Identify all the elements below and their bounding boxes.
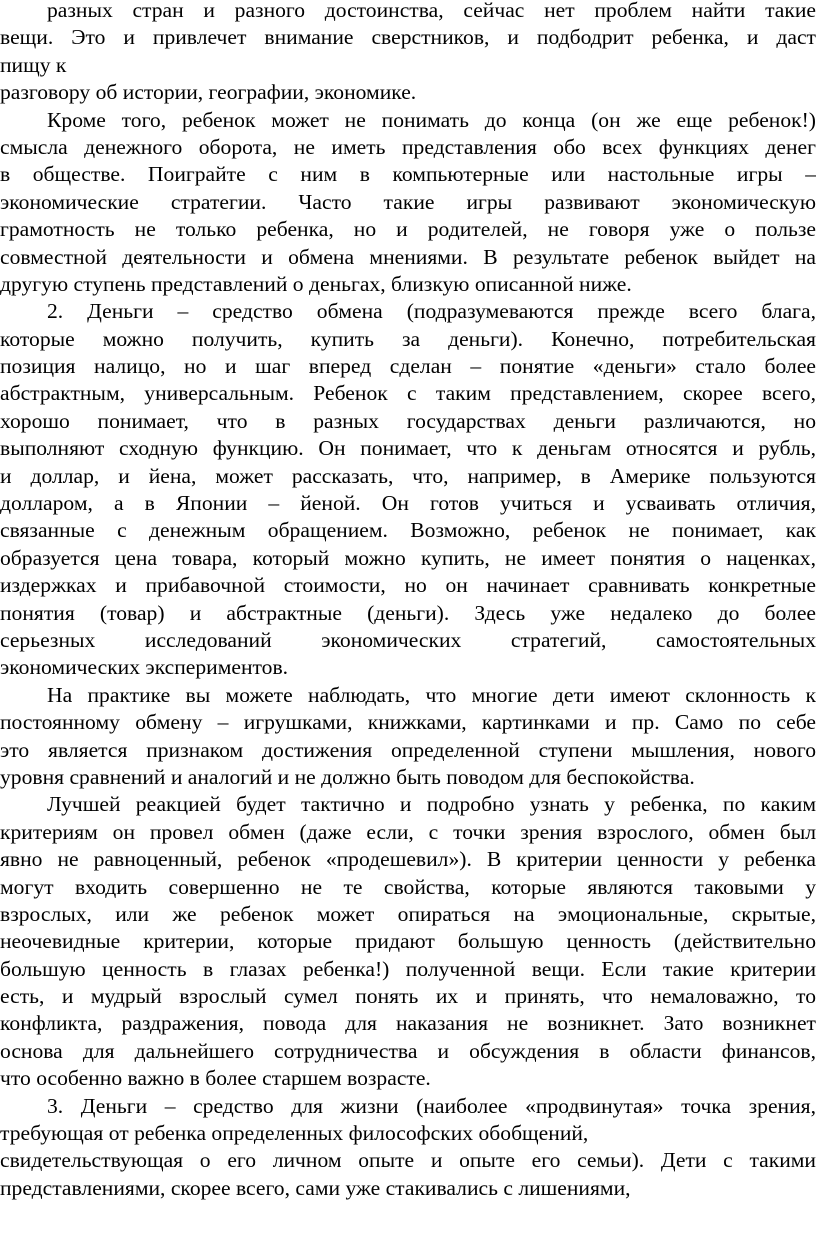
text-line: в обществе. Поиграйте с ним в компьютерные или настольные игры –: [0, 162, 816, 187]
text-line: грамотность не только ребенка, но и родителей, не говоря уже о пользе: [0, 217, 816, 242]
text-line: позиция налицо, но и шаг вперед сделан – понятие «деньги» стало более: [0, 354, 816, 379]
text-line: это является признаком достижения определенной ступени мышления, нового: [0, 737, 816, 762]
text-line: экономических экспериментов.: [0, 655, 289, 680]
text-line: вещи. Это и привлечет внимание сверстников, и подбодрит ребенка, и даст: [0, 25, 816, 50]
text-line: разных стран и разного достоинства, сейчас нет проблем найти такие: [47, 0, 816, 22]
text-line: издержках и прибавочной стоимости, но он начинает сравнивать конкретные: [0, 573, 816, 598]
text-line: 2. Деньги – средство обмена (подразумеваются прежде всего блага,: [47, 299, 816, 324]
text-line: требующая от ребенка определенных философских обобщений,: [0, 1121, 589, 1146]
text-line: критериям он провел обмен (даже если, с точки зрения взрослого, обмен был: [0, 819, 816, 844]
text-line: свидетельствующая о его личном опыте и опыте его семьи). Дети с такими: [0, 1148, 816, 1173]
text-line: Лучшей реакцией будет тактично и подробно узнать у ребенка, по каким: [47, 792, 816, 817]
text-line: постоянному обмену – игрушками, книжками, картинками и пр. Само по себе: [0, 710, 816, 735]
text-line: образуется цена товара, который можно купить, не имеет понятия о наценках,: [0, 545, 816, 570]
text-line: есть, и мудрый взрослый сумел понять их и принять, что немаловажно, то: [0, 984, 816, 1009]
text-line: серьезных исследований экономических стратегий, самостоятельных: [0, 627, 816, 652]
text-line: пищу к: [0, 52, 67, 77]
text-line: уровня сравнений и аналогий и не должно быть поводом для беспокойства.: [0, 764, 695, 789]
text-line: другую ступень представлений о деньгах, близкую описанной ниже.: [0, 271, 632, 296]
text-line: разговору об истории, географии, экономике.: [0, 80, 417, 105]
text-line: 3. Деньги – средство для жизни (наиболее «продвинутая» точка зрения,: [47, 1093, 816, 1118]
text-line: понятия (товар) и абстрактные (деньги). Здесь уже недалеко до более: [0, 600, 816, 625]
text-line: связанные с денежным обращением. Возможно, ребенок не понимает, как: [0, 518, 816, 543]
text-line: явно не равноценный, ребенок «продешевил»). В критерии ценности у ребенка: [0, 847, 816, 872]
text-line: долларом, а в Японии – йеной. Он готов учиться и усваивать отличия,: [0, 491, 816, 516]
text-line: основа для дальнейшего сотрудничества и обсуждения в области финансов,: [0, 1038, 816, 1063]
text-line: смысла денежного оборота, не иметь представления обо всех функциях денег: [0, 134, 816, 159]
text-line: взрослых, или же ребенок может опираться на эмоциональные, скрытые,: [0, 901, 816, 926]
text-line: могут входить совершенно не те свойства, которые являются таковыми у: [0, 874, 816, 899]
text-line: Кроме того, ребенок может не понимать до конца (он же еще ребенок!): [47, 107, 816, 132]
text-line: выполняют сходную функцию. Он понимает, что к деньгам относятся и рубль,: [0, 436, 816, 461]
text-line: представлениями, скорее всего, сами уже стакивались с лишениями,: [0, 1175, 631, 1200]
text-line: совместной деятельности и обмена мнениями. В результате ребенок выйдет на: [0, 244, 816, 269]
text-line: экономические стратегии. Часто такие игры развивают экономическую: [0, 189, 816, 214]
text-line: большую ценность в глазах ребенка!) полученной вещи. Если такие критерии: [0, 956, 816, 981]
text-line: что особенно важно в более старшем возрасте.: [0, 1066, 431, 1091]
text-line: абстрактным, универсальным. Ребенок с таким представлением, скорее всего,: [0, 381, 816, 406]
text-line: хорошо понимает, что в разных государствах деньги различаются, но: [0, 408, 816, 433]
text-line: неочевидные критерии, которые придают большую ценность (действительно: [0, 929, 816, 954]
text-line: которые можно получить, купить за деньги). Конечно, потребительская: [0, 326, 816, 351]
text-line: конфликта, раздражения, повода для наказания не возникнет. Зато возникнет: [0, 1011, 816, 1036]
text-line: и доллар, и йена, может рассказать, что, например, в Америке пользуются: [0, 463, 816, 488]
text-line: На практике вы можете наблюдать, что многие дети имеют склонность к: [47, 682, 816, 707]
